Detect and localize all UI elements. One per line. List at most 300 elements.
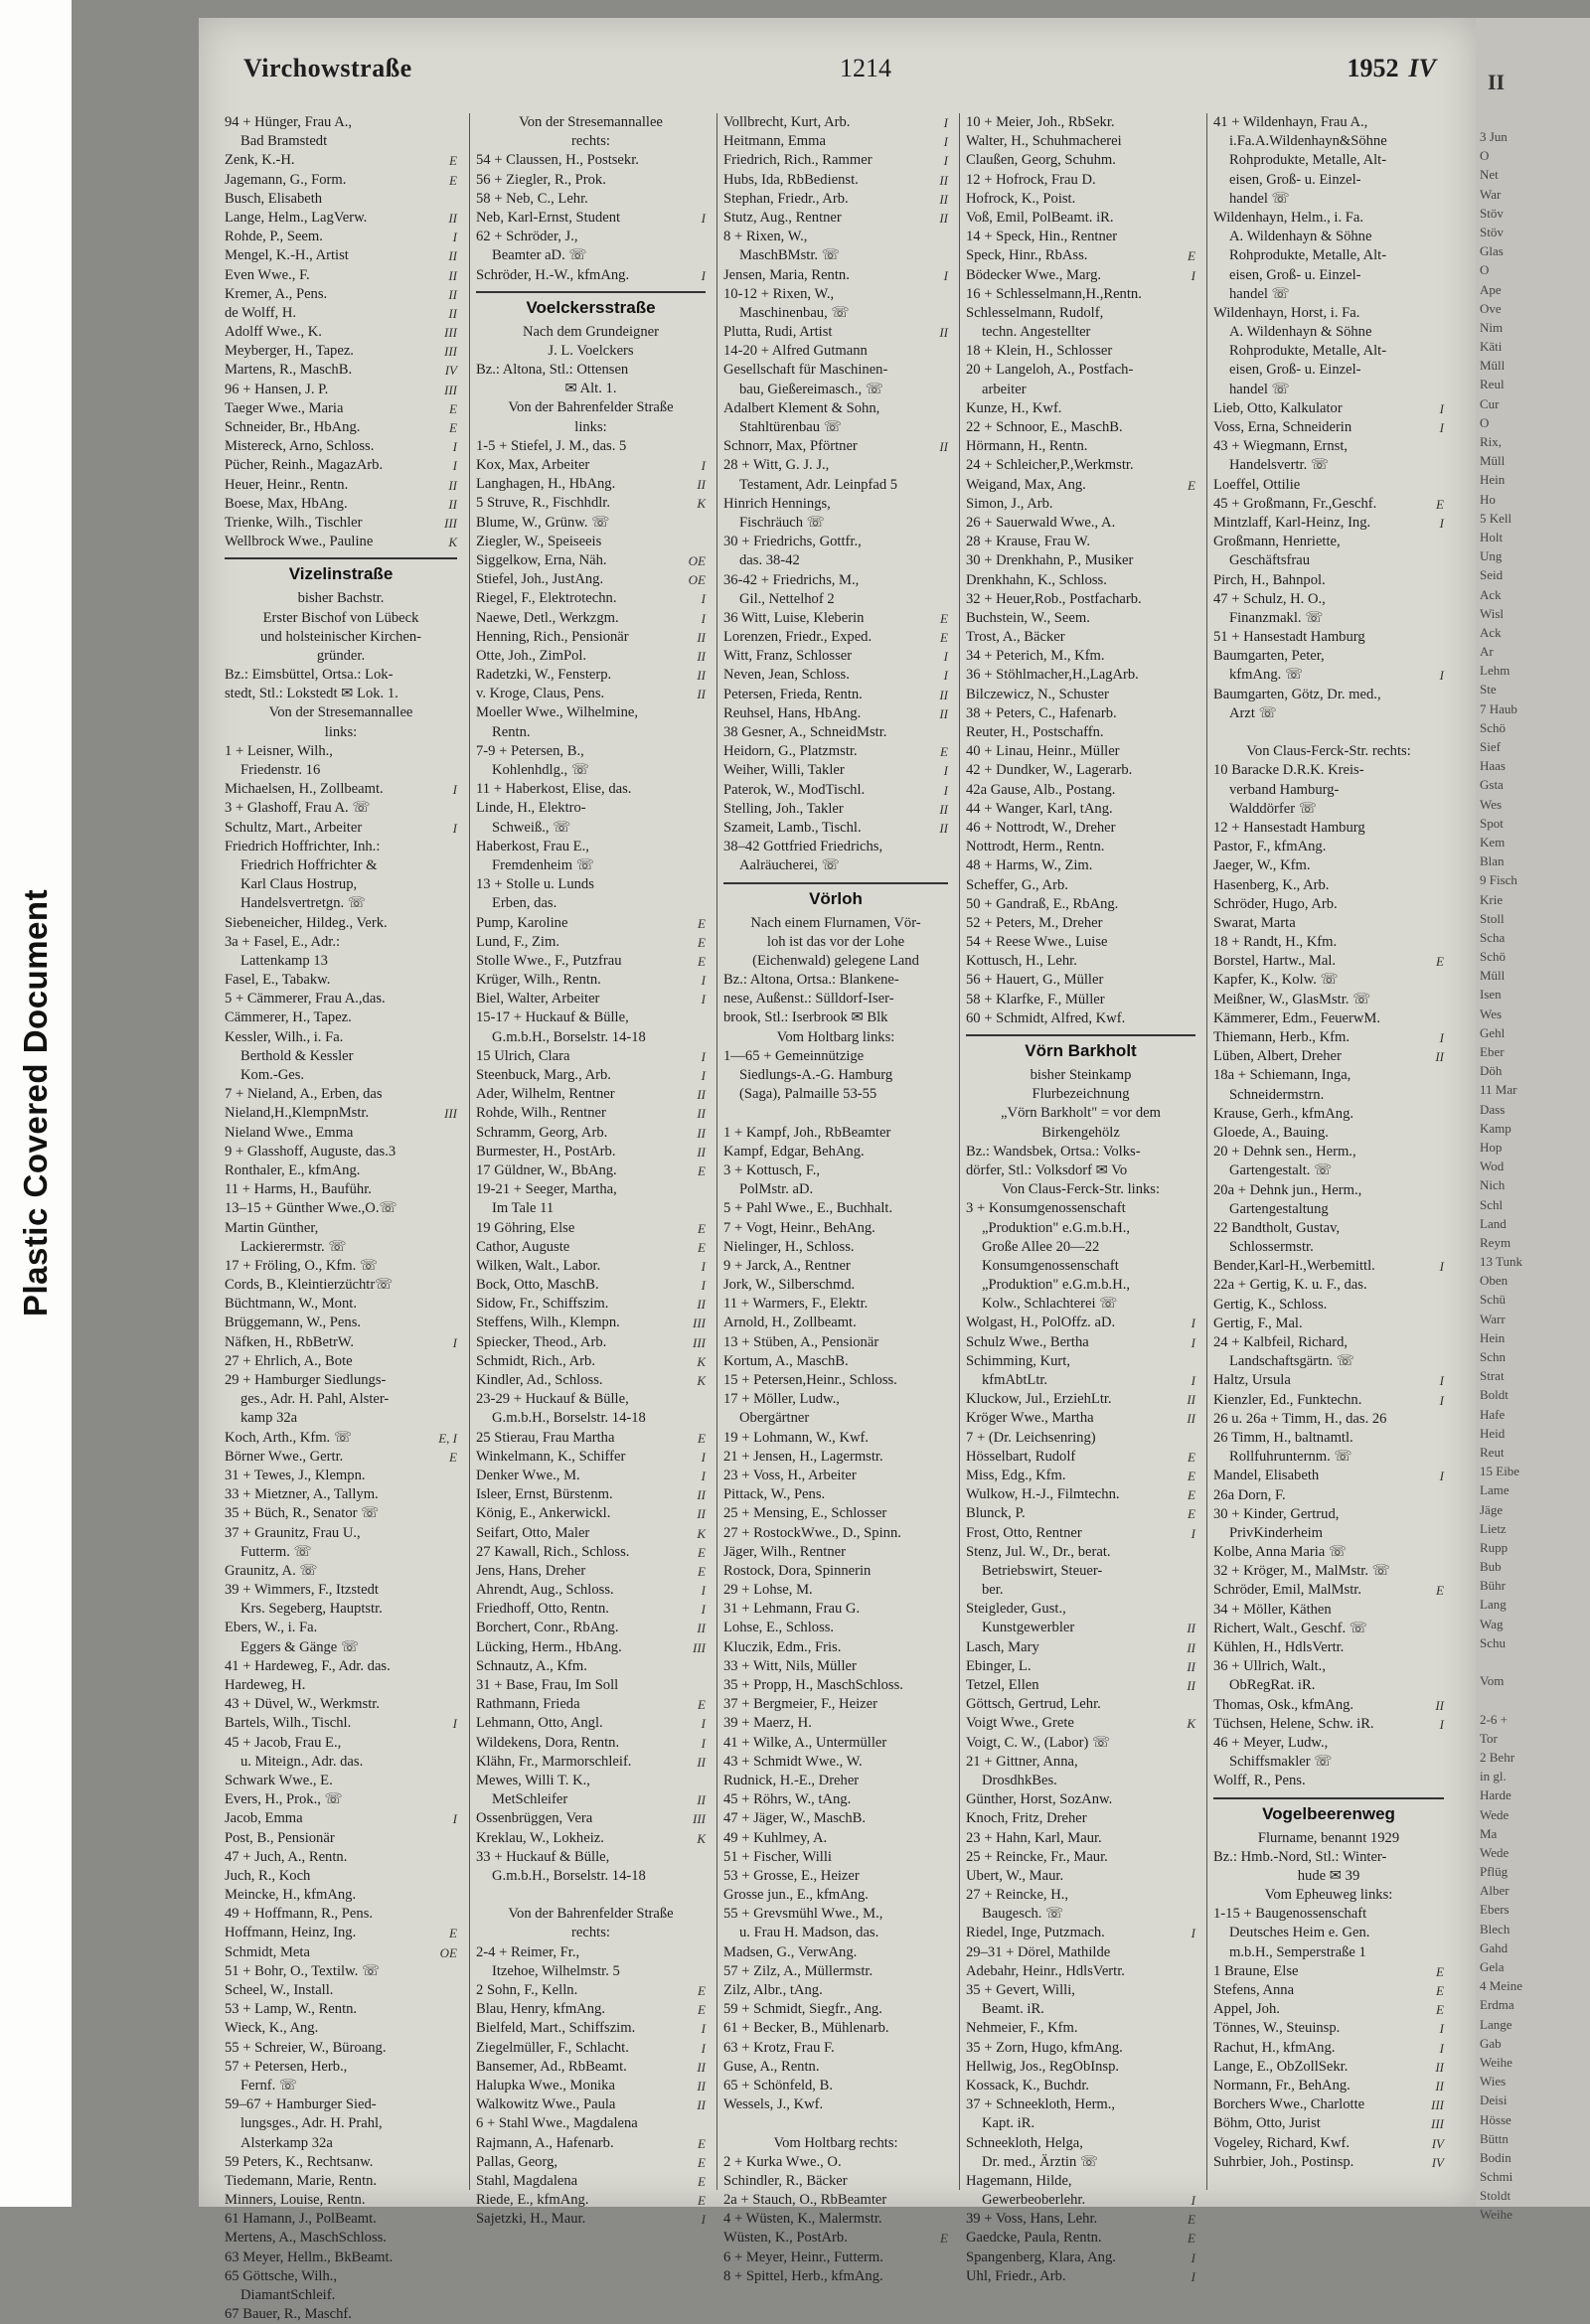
section-note: [476, 342, 706, 361]
directory-entry: [1213, 361, 1444, 380]
floor-marker: E: [1436, 1963, 1444, 1979]
floor-marker: II: [697, 2059, 706, 2075]
directory-entry: [1213, 819, 1444, 838]
directory-entry: [723, 1504, 948, 1523]
entry-text: 24 + Kalbfeil, Richard,: [1213, 1334, 1349, 1350]
entry-text: 58 + Neb, C., Lehr.: [476, 190, 588, 207]
floor-marker: II: [939, 210, 948, 226]
adjacent-line: O: [1480, 414, 1490, 430]
floor-marker: II: [697, 1106, 706, 1122]
directory-entry: [966, 1695, 1195, 1714]
entry-text: ges., Adr. H. Pahl, Alster-: [240, 1391, 390, 1408]
adjacent-line: Isen: [1480, 987, 1502, 1003]
entry-text: Grosse jun., E., kfmAng.: [723, 1887, 869, 1904]
entry-text: 34 + Peterich, M., Kfm.: [966, 648, 1105, 665]
directory-entry: [225, 1886, 457, 1905]
directory-entry: [1213, 1009, 1444, 1028]
directory-entry: [476, 856, 706, 875]
adjacent-line: Land: [1480, 1215, 1507, 1231]
directory-entry: [476, 1143, 706, 1162]
directory-entry: [476, 2210, 706, 2229]
entry-text: Haberkost, Frau E.,: [476, 838, 589, 854]
directory-entry: [1213, 1162, 1444, 1180]
entry-text: 25 Stierau, Frau Martha: [476, 1429, 615, 1446]
entry-text: Klähn, Fr., Marmorschleif.: [476, 1753, 632, 1770]
entry-text: kfmAbtLtr.: [982, 1372, 1048, 1388]
entry-text: Michaelsen, H., Zollbeamt.: [225, 781, 384, 798]
floor-marker: II: [697, 1125, 706, 1141]
floor-marker: II: [1187, 1392, 1195, 1408]
entry-text: Kröger Wwe., Martha: [966, 1410, 1094, 1427]
directory-entry: [476, 1562, 706, 1581]
entry-text: handel ☏: [1229, 381, 1290, 397]
directory-entry: [476, 589, 706, 608]
entry-text: Schlesselmann, Rudolf,: [966, 304, 1104, 321]
adjacent-line: Rupp: [1480, 1539, 1509, 1555]
adjacent-line: Schmi: [1480, 2169, 1513, 2185]
directory-entry: [476, 628, 706, 647]
entry-text: Fremdenheim ☏: [492, 856, 594, 873]
directory-entry: [225, 2305, 457, 2324]
directory-entry: [225, 418, 457, 437]
section-note: [225, 609, 457, 628]
entry-text: Krüger, Wilh., Rentn.: [476, 972, 601, 989]
column-3: [716, 113, 954, 2284]
directory-entry: [966, 266, 1195, 285]
adjacent-line: Wes: [1480, 1006, 1503, 1021]
entry-text: 3 + Glashoff, Frau A. ☏: [225, 800, 371, 817]
entry-text: Henning, Rich., Pensionär: [476, 628, 629, 645]
entry-text: Hoffmann, Heinz, Ing.: [225, 1925, 357, 1941]
directory-entry: [225, 1104, 457, 1123]
directory-entry: [1213, 399, 1444, 418]
directory-entry: [723, 590, 948, 609]
directory-entry: [966, 761, 1195, 780]
directory-entry: [476, 1352, 706, 1371]
entry-text: Appel, Joh.: [1213, 2001, 1280, 2018]
directory-entry: [225, 361, 457, 380]
floor-marker: III: [444, 382, 457, 397]
street-heading-text: Vörn Barkholt: [1025, 1041, 1137, 1060]
entry-text: 61 Hamann, J., PolBeamt.: [225, 2211, 377, 2228]
floor-marker: I: [1191, 1334, 1195, 1350]
entry-text: Friedrich Hoffrichter &: [240, 856, 378, 873]
entry-text: Thomas, Osk., kfmAng.: [1213, 1696, 1354, 1713]
entry-text: Heuer, Heinr., Rentn.: [225, 476, 349, 493]
street-heading: [966, 1034, 1195, 1066]
directory-entry: [723, 1809, 948, 1828]
directory-entry: [476, 1524, 706, 1543]
floor-marker: I: [1439, 2021, 1444, 2037]
directory-entry: [225, 476, 457, 495]
directory-entry: [966, 381, 1195, 399]
directory-entry: [966, 686, 1195, 704]
entry-text: i.Fa.A.Wildenhayn&Söhne: [1229, 133, 1387, 150]
directory-entry: [966, 1333, 1195, 1352]
entry-text: 3 + Konsumgenossenschaft: [966, 1200, 1126, 1217]
entry-text: Stahl, Magdalena: [476, 2172, 578, 2189]
directory-entry: [966, 1676, 1195, 1695]
floor-marker: OE: [688, 552, 706, 568]
directory-entry: [476, 1276, 706, 1295]
directory-entry: [723, 1943, 948, 1962]
directory-entry: [723, 285, 948, 304]
entry-text: Friedenstr. 16: [240, 762, 321, 778]
entry-text: Stutz, Aug., Rentner: [723, 209, 842, 226]
entry-text: Trost, A., Bäcker: [966, 629, 1065, 646]
entry-text: 23 + Hahn, Karl, Maur.: [966, 1829, 1102, 1846]
floor-marker: I: [701, 1735, 706, 1751]
adjacent-line: Nich: [1480, 1177, 1506, 1193]
entry-text: Hubs, Ida, RbBedienst.: [723, 171, 859, 188]
directory-entry: [1213, 1943, 1444, 1962]
directory-entry: [476, 1104, 706, 1123]
entry-text: Voigt, C. W., (Labor) ☏: [966, 1734, 1111, 1751]
directory-entry: [476, 437, 706, 456]
directory-entry: [225, 399, 457, 418]
entry-text: 41 + Hardeweg, F., Adr. das.: [225, 1657, 391, 1674]
floor-marker: E: [940, 630, 948, 646]
floor-marker: K: [448, 535, 457, 550]
directory-entry: [966, 2095, 1195, 2114]
directory-entry: [966, 132, 1195, 151]
entry-text: Betriebswirt, Steuer-: [982, 1562, 1103, 1579]
entry-text: 53 + Lamp, W., Rentn.: [225, 2001, 358, 2018]
floor-marker: E: [1188, 248, 1195, 264]
floor-marker: E: [698, 1697, 706, 1713]
floor-marker: I: [1439, 400, 1444, 416]
directory-entry: [966, 437, 1195, 456]
directory-entry: [225, 1504, 457, 1523]
entry-text: 29–31 + Dörel, Mathilde: [966, 1943, 1111, 1960]
entry-text: Schiffsmakler ☏: [1229, 1754, 1333, 1771]
entry-text: Kienzler, Ed., Funktechn.: [1213, 1391, 1362, 1408]
directory-entry: [1213, 2039, 1444, 2058]
adjacent-line: Stoldt: [1480, 2188, 1511, 2204]
directory-entry: [476, 838, 706, 856]
directory-entry: [966, 209, 1195, 228]
entry-text: [1213, 723, 1444, 742]
floor-marker: E: [449, 420, 457, 435]
entry-text: 5 + Cämmerer, Frau A.,das.: [225, 991, 386, 1007]
directory-entry: [225, 1848, 457, 1867]
directory-entry: [966, 2000, 1195, 2019]
floor-marker: I: [452, 820, 457, 836]
directory-entry: [966, 647, 1195, 666]
adjacent-line: Schn: [1480, 1349, 1506, 1364]
entry-text: eisen, Groß- u. Einzel-: [1229, 171, 1361, 188]
directory-entry: [225, 1867, 457, 1886]
column-1: [219, 113, 463, 2323]
directory-entry: [723, 476, 948, 495]
directory-entry: [476, 780, 706, 799]
entry-text: Mewes, Willi T. K.,: [476, 1772, 590, 1788]
directory-entry: [723, 1180, 948, 1199]
entry-text: Von Claus-Ferck-Str. rechts:: [1246, 743, 1411, 760]
directory-entry: [476, 1448, 706, 1467]
floor-marker: I: [1191, 1525, 1195, 1541]
floor-marker: I: [701, 2021, 706, 2037]
directory-entry: [966, 399, 1195, 418]
floor-marker: I: [701, 210, 706, 226]
adjacent-line: Lange: [1480, 2016, 1512, 2032]
entry-text: 17 Güldner, W., BbAng.: [476, 1162, 617, 1178]
entry-text: 14-20 + Alfred Gutmann: [723, 343, 868, 360]
floor-marker: II: [448, 210, 457, 226]
adjacent-line: Gehl: [1480, 1024, 1506, 1040]
adjacent-line: Scha: [1480, 929, 1506, 945]
directory-entry: [723, 742, 948, 761]
entry-text: Beamt. iR.: [982, 2001, 1044, 2018]
floor-marker: II: [1187, 1411, 1195, 1427]
entry-text: Bz.: Altona, Stl.: Ottensen: [476, 362, 629, 379]
directory-entry: [1213, 1333, 1444, 1352]
entry-text: 8 + Rixen, W.,: [723, 229, 808, 245]
directory-entry: [1213, 1200, 1444, 1219]
entry-text: Halupka Wwe., Monika: [476, 2077, 615, 2093]
entry-text: Bödecker Wwe., Marg.: [966, 266, 1102, 283]
entry-text: DrosdhkBes.: [982, 1772, 1057, 1788]
section-note: [476, 380, 706, 398]
floor-marker: OE: [688, 572, 706, 588]
side-label: [0, 0, 72, 2207]
entry-text: Arzt ☏: [1229, 704, 1277, 721]
directory-entry: [476, 1734, 706, 1753]
adjacent-line: Schö: [1480, 949, 1506, 965]
directory-entry: [723, 437, 948, 456]
floor-marker: E: [1436, 1583, 1444, 1599]
directory-entry: [476, 1409, 706, 1428]
directory-entry: [476, 1485, 706, 1504]
entry-text: 17 + Fröling, O., Kfm. ☏: [225, 1257, 379, 1274]
entry-text: 19 + Lohmann, W., Kwf.: [723, 1429, 870, 1446]
floor-marker: E: [698, 934, 706, 950]
floor-marker: II: [1435, 1697, 1444, 1713]
entry-text: 22 Bandtholt, Gustav,: [1213, 1219, 1341, 1236]
directory-entry: [225, 1600, 457, 1619]
entry-text: Scheffer, G., Arb.: [966, 876, 1068, 893]
directory-entry: [476, 551, 706, 570]
directory-entry: [723, 1066, 948, 1085]
directory-entry: [723, 2000, 948, 2019]
entry-text: bisher Bachstr.: [297, 590, 385, 607]
adjacent-line: Krie: [1480, 891, 1504, 907]
street-heading: [723, 882, 948, 914]
directory-entry: [723, 1962, 948, 1981]
directory-entry: [476, 2019, 706, 2038]
entry-text: 51 + Bohr, O., Textilw. ☏: [225, 1962, 381, 1979]
entry-text: 20a + Dehnk jun., Herm.,: [1213, 1181, 1362, 1198]
directory-entry: [1213, 628, 1444, 647]
entry-text: 55 + Grevsmühl Wwe., M.,: [723, 1906, 883, 1923]
adjacent-line: Spot: [1480, 815, 1504, 831]
street-heading-text: Vörloh: [809, 888, 863, 908]
side-label-text: Plastic Covered Document: [17, 888, 54, 1317]
entry-text: v. Kroge, Claus, Pens.: [476, 686, 605, 702]
directory-entry: [225, 1409, 457, 1428]
section-note: [476, 323, 706, 342]
adjacent-line: Tor: [1480, 1730, 1498, 1746]
directory-entry: [476, 2095, 706, 2114]
entry-text: Schramm, Georg, Arb.: [476, 1124, 608, 1141]
directory-entry: [225, 1790, 457, 1809]
directory-entry: [225, 2248, 457, 2267]
directory-entry: [966, 361, 1195, 380]
entry-text: Rajmann, A., Hafenarb.: [476, 2134, 614, 2151]
entry-text: Kampf, Edgar, BehAng.: [723, 1143, 865, 1160]
directory-entry: [476, 228, 706, 246]
directory-entry: [1213, 1448, 1444, 1467]
entry-text: Gertig, K., Schloss.: [1213, 1296, 1328, 1313]
adjacent-line: Schö: [1480, 719, 1506, 735]
entry-text: Winkelmann, K., Schiffer: [476, 1448, 626, 1465]
entry-text: 50 + Gandraß, E., RbAng.: [966, 895, 1119, 912]
directory-entry: [723, 1600, 948, 1619]
floor-marker: I: [1191, 1316, 1195, 1331]
directory-entry: [225, 1429, 457, 1448]
floor-marker: I: [701, 1583, 706, 1599]
directory-entry: [476, 1124, 706, 1143]
directory-entry: [966, 533, 1195, 551]
adjacent-line: Wede: [1480, 1806, 1510, 1822]
entry-text: 38 Gesner, A., SchneidMstr.: [723, 724, 887, 740]
entry-text: 65 + Schönfeld, B.: [723, 2077, 833, 2093]
entry-text: lungsges., Adr. H. Prahl,: [240, 2115, 383, 2132]
floor-marker: I: [452, 1811, 457, 1827]
entry-text: Nach dem Grundeigner: [523, 323, 659, 340]
directory-entry: [966, 1905, 1195, 1924]
entry-text: nese, Außenst.: Sülldorf-Iser-: [723, 991, 894, 1007]
floor-marker: I: [1439, 1030, 1444, 1045]
section-note: [966, 1180, 1195, 1199]
directory-entry: [966, 723, 1195, 742]
directory-entry: [966, 2114, 1195, 2133]
directory-entry: [476, 1619, 706, 1637]
entry-text: Hagemann, Hilde,: [966, 2172, 1072, 2189]
entry-text: 30 + Kinder, Gertrud,: [1213, 1505, 1340, 1522]
directory-entry: [1213, 209, 1444, 228]
section-note: [723, 914, 948, 933]
entry-text: Ebers, W., i. Fa.: [225, 1620, 318, 1636]
directory-entry: [723, 2267, 948, 2286]
entry-text: 41 + Wildenhayn, Frau A.,: [1213, 114, 1368, 130]
entry-text: 14 + Speck, Hin., Rentner: [966, 229, 1118, 245]
entry-text: Biel, Walter, Arbeiter: [476, 991, 600, 1007]
entry-text: 1 + Leisner, Wilh.,: [225, 742, 333, 759]
entry-text: Kolw., Schlachterei ☏: [982, 1296, 1118, 1313]
directory-entry: [1213, 838, 1444, 856]
directory-entry: [1213, 1429, 1444, 1448]
directory-entry: [1213, 1467, 1444, 1485]
directory-entry: [723, 1390, 948, 1409]
entry-text: „Produktion" e.G.m.b.H.,: [982, 1219, 1131, 1236]
floor-marker: I: [452, 230, 457, 245]
directory-entry: [1213, 2019, 1444, 2038]
directory-entry: [966, 285, 1195, 304]
adjacent-line: Weihe: [1480, 2207, 1512, 2223]
directory-entry: [225, 495, 457, 514]
entry-text: Tönnes, W., Steuinsp.: [1213, 2020, 1341, 2037]
directory-entry: [225, 437, 457, 456]
entry-text: u. Miteign., Adr. das.: [240, 1753, 364, 1770]
entry-text: 5 Struve, R., Fischhdlr.: [476, 495, 610, 512]
directory-entry: [476, 742, 706, 761]
entry-text: Wessels, J., Kwf.: [723, 2096, 824, 2113]
entry-text: Konsumgenossenschaft: [982, 1257, 1119, 1274]
directory-entry: [225, 1562, 457, 1581]
directory-entry: [966, 1524, 1195, 1543]
directory-entry: [966, 1009, 1195, 1028]
entry-text: Petersen, Frieda, Rentn.: [723, 686, 863, 702]
directory-entry: [476, 1714, 706, 1733]
directory-entry: [476, 2114, 706, 2133]
adjacent-line: 11 Mar: [1480, 1082, 1517, 1098]
directory-entry: [723, 1257, 948, 1276]
adjacent-line: Hein: [1480, 472, 1506, 488]
floor-marker: II: [448, 496, 457, 512]
adjacent-line: O: [1480, 148, 1490, 164]
adjacent-line: Alber: [1480, 1883, 1510, 1899]
column-5: [1206, 113, 1450, 2190]
entry-text: Mandel, Elisabeth: [1213, 1468, 1320, 1484]
entry-text: Rudnick, H.-E., Dreher: [723, 1772, 860, 1788]
directory-entry: [1213, 1620, 1444, 1638]
directory-entry: [476, 2153, 706, 2172]
entry-text: 6 + Stahl Wwe., Magdalena: [476, 2115, 638, 2132]
directory-entry: [1213, 1276, 1444, 1295]
entry-text: Nehmeier, F., Kfm.: [966, 2020, 1078, 2037]
entry-text: Eggers & Gänge ☏: [240, 1638, 360, 1655]
entry-text: Schröder, H.-W., kfmAng.: [476, 266, 630, 283]
adjacent-line: Ma: [1480, 1825, 1498, 1841]
directory-entry: [225, 1219, 457, 1238]
adjacent-line: Blan: [1480, 853, 1505, 869]
directory-entry: [723, 2153, 948, 2172]
floor-marker: I: [452, 439, 457, 455]
section-note: [476, 113, 706, 132]
entry-text: 1—65 + Gemeinnützige: [723, 1047, 865, 1064]
directory-entry: [476, 151, 706, 170]
directory-entry: [225, 685, 457, 703]
directory-entry: [723, 609, 948, 628]
entry-text: Schnautz, A., Kfm.: [476, 1657, 587, 1674]
directory-entry: [476, 1295, 706, 1314]
floor-marker: E: [698, 1563, 706, 1579]
directory-entry: [966, 1448, 1195, 1467]
entry-text: 7 + Nieland, A., Erben, das: [225, 1086, 383, 1103]
entry-text: Schröder, Emil, MalMstr.: [1213, 1582, 1361, 1599]
directory-entry: [723, 113, 948, 132]
entry-text: Swarat, Marta: [1213, 914, 1296, 931]
directory-entry: [225, 2191, 457, 2210]
adjacent-line: 15 Eibe: [1480, 1464, 1520, 1479]
directory-entry: [723, 533, 948, 551]
directory-entry: [1213, 1238, 1444, 1257]
entry-text: MetSchleifer: [492, 1791, 568, 1808]
directory-entry: [225, 2000, 457, 2019]
directory-entry: [1213, 2000, 1444, 2019]
floor-marker: E: [449, 172, 457, 188]
floor-marker: II: [448, 248, 457, 264]
directory-entry: [225, 209, 457, 228]
entry-text: G.m.b.H., Borselstr. 14-18: [492, 1867, 646, 1884]
entry-text: Stelling, Joh., Takler: [723, 800, 844, 817]
entry-text: 39 + Maerz, H.: [723, 1715, 812, 1732]
directory-entry: [476, 1943, 706, 1962]
floor-marker: II: [939, 439, 948, 455]
directory-entry: [966, 1352, 1195, 1371]
entry-text: 27 + RostockWwe., D., Spinn.: [723, 1524, 901, 1541]
